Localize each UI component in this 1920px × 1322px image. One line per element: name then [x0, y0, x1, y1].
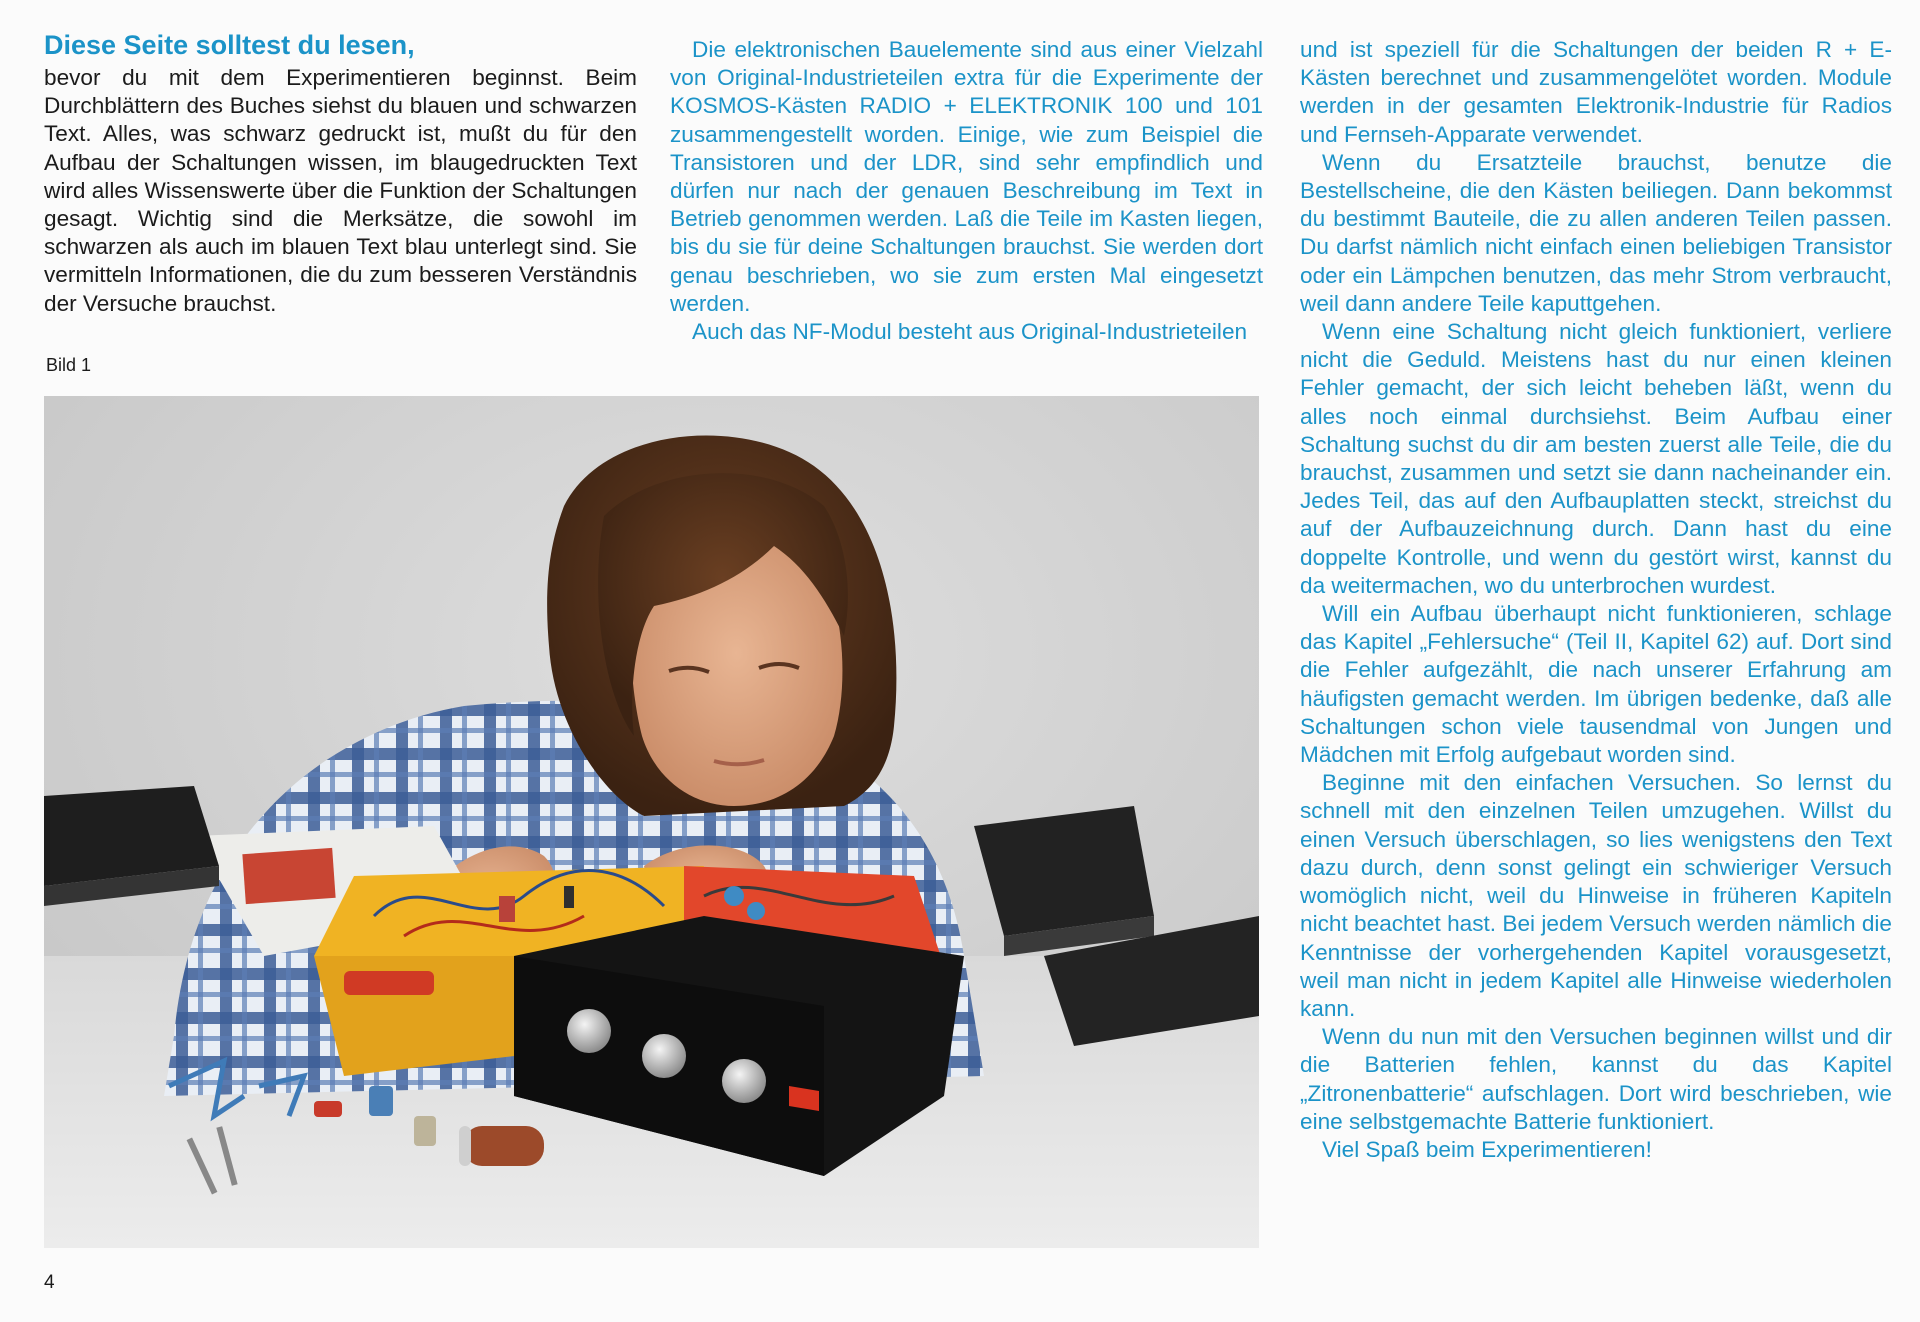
right-column: [1300, 36, 1892, 1164]
photo-boy-building-electronics-kit: [44, 396, 1259, 1248]
paragraph: und ist speziell für die Schaltungen der beiden R + E-Kästen berechnet und zusammengelötet worden. Module werden in der gesamten Elektronik-Industrie für Radios und Fernseh-Apparate verwendet.: [1300, 37, 1892, 147]
paragraph: Die elektronischen Bauelemente sind aus einer Vielzahl von Original-Industrieteilen extra für die Experimente der KOSMOS-Kästen RADIO + ELEKTRONIK 100 und 101 zusammengestellt worden. Einige, wie zum Beispiel die Transistoren und der LDR, sind sehr empfindlich und dürfen nur nach der genauen Beschreibung im Text in Betrieb genommen werden. Laß die Teile im Kasten liegen, bis du sie für deine Schaltungen brauchst. Sie werden dort genau beschrieben, wo sie zum ersten Mal eingesetzt werden.: [670, 37, 1263, 316]
intro-paragraph: bevor du mit dem Experimentieren beginnst. Beim Durchblättern des Buches siehst du blauen und schwarzen Text. Alles, was schwarz gedruckt ist, mußt du für den Aufbau der Schaltungen wissen, im blaugedruckten Text wird alles Wissenswerte über die Funktion der Schaltungen gesagt. Wichtig sind die Merksätze, die sowohl im schwarzen als auch im blauen Text blau unterlegt sind. Sie vermitteln Informationen, die du zum besseren Verständnis der Versuche brauchst.: [44, 65, 637, 316]
paragraph: Wenn eine Schaltung nicht gleich funktioniert, verliere nicht die Geduld. Meistens hast du nur einen kleinen Fehler gemacht, der sich leicht beheben läßt, wenn du alles noch einmal durchsiehst. Beim Aufbau einer Schaltung suchst du dir am besten zuerst alle Teile, die du brauchst, zusammen und setzt sie dann nacheinander ein. Jedes Teil, das auf den Aufbauplatten steckt, streichst du auf der Aufbauzeichnung durch. Dann hast du eine doppelte Kontrolle, und wenn du gestört wirst, kannst du da weitermachen, wo du unterbrochen wurdest.: [1300, 319, 1892, 598]
closing-line: Viel Spaß beim Experimentieren!: [1322, 1136, 1652, 1162]
paragraph: Wenn du Ersatzteile brauchst, benutze die Bestellscheine, die den Kästen beiliegen. Dann bekommst du bestimmt Bauteile, die zu allen anderen Teilen passen. Du darfst nämlich nicht einfach einen beliebigen Transistor oder ein Lämpchen benutzen, das mehr Strom verbraucht, weil dann andere Teile kaputtgehen.: [1300, 149, 1892, 316]
paragraph: Will ein Aufbau überhaupt nicht funktionieren, schlage das Kapitel „Fehlersuche“ (Teil II, Kapitel 62) auf. Dort sind die Fehler aufgezählt, die nach unserer Erfahrung am häufigsten gemacht werden. Im übrigen bedenke, daß alle Schaltungen schon viele tausendmal von Jungen und Mädchen mit Erfolg aufgebaut worden sind.: [1300, 601, 1892, 768]
paragraph: Beginne mit den einfachen Versuchen. So lernst du schnell mit den einzelnen Teilen umzugehen. Willst du einen Versuch überschlagen, so lies wenigstens den Text dazu durch, denn sonst gelingt ein schwieriger Versuch womöglich nicht, weil du Hinweise in früheren Kapiteln nicht beachtet hast. Bei jedem Versuch werden nämlich die Kenntnisse der vorhergehenden Kapitel vorausgesetzt, weil man nicht in jedem Kapitel alle Hinweise wiederholen kann.: [1300, 770, 1892, 1021]
paragraph: Auch das NF-Modul besteht aus Original-Industrieteilen: [692, 319, 1248, 345]
paragraph: Wenn du nun mit den Versuchen beginnen willst und dir die Batterien fehlen, kannst du das Kapitel „Zitronenbatterie“ aufschlagen. Dort wird beschrieben, wie eine selbstgemachte Batterie funktioniert.: [1300, 1024, 1892, 1134]
page-heading: Diese Seite solltest du lesen,: [44, 30, 415, 60]
middle-column: [670, 36, 1263, 346]
figure-caption: Bild 1: [46, 355, 92, 375]
intro-column: [44, 64, 637, 318]
page-number: 4: [44, 1272, 55, 1293]
